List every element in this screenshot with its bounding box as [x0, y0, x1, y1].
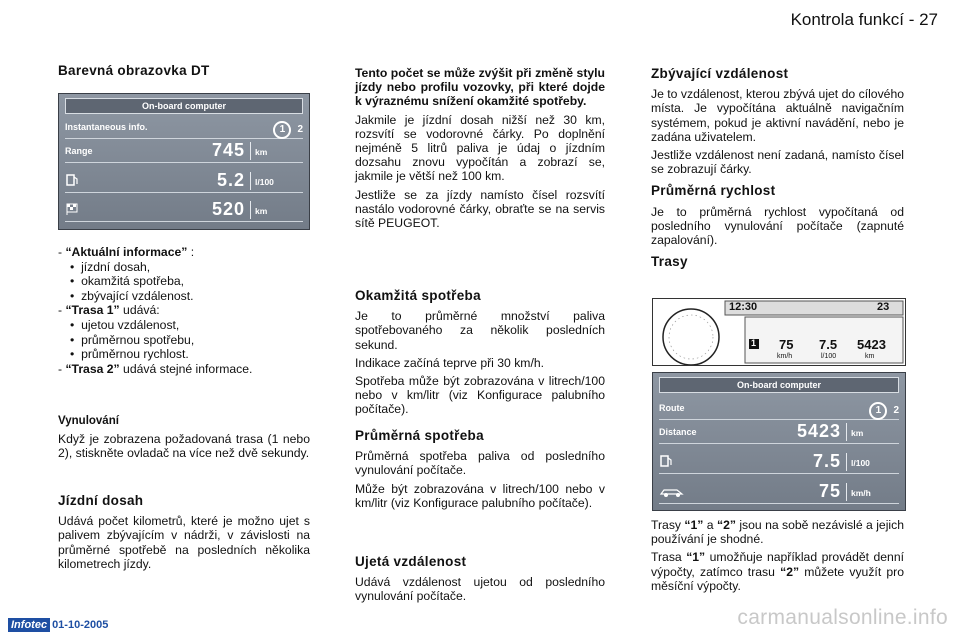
- speed-value: 75: [818, 481, 841, 501]
- reset-text: Když je zobrazena požadovaná trasa (1 nebo 2), stiskněte ovladač na více než dvě sekundy.: [58, 432, 310, 461]
- paragraph: Trasy “1” a “2” jsou na sobě nezávislé a jejich používání je shodné.: [651, 518, 904, 547]
- panel-distance: 5423: [857, 337, 886, 352]
- remaining-section: [651, 67, 904, 275]
- list-item: - “Trasa 1” udává:: [58, 303, 160, 318]
- row-label: Route: [659, 403, 685, 413]
- trip-number: 1: [751, 338, 757, 348]
- gauge-dial: [663, 309, 719, 365]
- range-section: [58, 494, 310, 575]
- trip-1-selected: 1: [869, 402, 887, 420]
- speed-unit: km/h: [851, 488, 871, 498]
- trip-selector: [869, 402, 899, 420]
- list-item: • zbývající vzdálenost.: [70, 288, 194, 303]
- footer-date: 01-10-2005: [52, 619, 109, 631]
- paragraph: Je to průměrné množství paliva spotřebovaného za několik posledních sekund.: [355, 309, 605, 352]
- screen-row-speed: [659, 481, 899, 504]
- fuel-pump-icon: [659, 454, 673, 468]
- left-column: [58, 64, 308, 84]
- paragraph: Je to průměrná rychlost vypočítaná od posledního vynulování počítače (zapnuté zapalování).: [651, 204, 904, 248]
- screen-title: On-board computer: [65, 98, 303, 114]
- infotec-logo: Infotec: [8, 618, 50, 632]
- paragraph: Jestliže se za jízdy namísto čísel rozsvítí nastálo vodorovné čárky, obraťte se na servis sítě PEUGEOT.: [355, 187, 605, 231]
- reset-title: Vynulování: [58, 415, 119, 427]
- list-item: • okamžitá spotřeba,: [70, 274, 185, 289]
- consumption-unit: l/100: [851, 458, 870, 468]
- screen-title: On-board computer: [659, 377, 899, 393]
- chequered-flag-icon: [65, 202, 79, 216]
- distance-value: 5423: [796, 421, 841, 441]
- panel-speed: 75: [779, 337, 794, 352]
- paragraph: Indikace začíná teprve při 30 km/h.: [355, 355, 545, 370]
- footer: [8, 618, 108, 632]
- clock: 12:30: [729, 301, 758, 313]
- middle-top: [355, 66, 605, 234]
- list-item: - “Trasa 2” udává stejné informace.: [58, 361, 253, 376]
- section-title-color-screen: Barevná obrazovka DT: [58, 63, 210, 78]
- screen-row-route: [659, 397, 899, 420]
- left-list: [58, 245, 310, 376]
- instant-title: Okamžitá spotřeba: [355, 288, 481, 303]
- screen-row-instant: [65, 116, 303, 139]
- list-item: • jízdní dosah,: [70, 259, 151, 274]
- remaining-unit: km: [255, 206, 268, 216]
- consumption-unit: l/100: [255, 177, 274, 187]
- fuel-pump-icon: [65, 173, 79, 187]
- paragraph: Je to vzdálenost, kterou zbývá ujet do cílového místa. Je vypočítána aktuálně navigačním systémem, pokud je aktivní navádění, nebo je zadána uživatelem.: [651, 87, 904, 144]
- trip-2: 2: [297, 124, 303, 135]
- list-item: • průměrnou rychlost.: [70, 347, 189, 362]
- distance-unit: km: [851, 428, 864, 438]
- onboard-screen-1: [58, 93, 310, 230]
- paragraph: Udává vzdálenost ujetou od posledního vynulování počítače.: [355, 575, 605, 604]
- range-title: Jízdní dosah: [58, 493, 144, 508]
- paragraph: Jakmile je jízdní dosah nižší než 30 km, rozsvítí se vodorovné čárky. Po doplnění nejméně 5 litrů paliva je údaj o jízdním dozsahu znovu vypočítán a zobrazí se, jakmile je větší než 100 km.: [355, 112, 605, 184]
- distance-section: [355, 555, 605, 608]
- screen-row-consumption: [659, 451, 899, 474]
- range-text: Udává počet kilometrů, které je možno ujet s palivem zbývajícím v nádrži, v závislosti na průměrné spotřebě na posledních několika kilometrech jízdy.: [58, 514, 310, 571]
- car-icon: [659, 484, 685, 498]
- panel-unit: km/h: [777, 353, 793, 360]
- consumption-value: 5.2: [216, 170, 245, 190]
- row-label: Distance: [659, 427, 697, 437]
- screen-row-consumption: [65, 170, 303, 193]
- trips-text: [651, 518, 904, 597]
- trips-title: Trasy: [651, 254, 688, 270]
- trip-selector: [273, 121, 303, 139]
- temperature: 23: [877, 301, 890, 313]
- paragraph: Může být zobrazována v litrech/100 nebo v km/litr (viz Konfigurace palubního počítače).: [355, 481, 605, 510]
- screen-row-remaining: [65, 199, 303, 222]
- trip-2: 2: [893, 405, 899, 416]
- remaining-value: 520: [211, 199, 245, 219]
- row-label: Range: [65, 146, 93, 156]
- instrument-panel: [652, 298, 906, 366]
- list-item: - “Aktuální informace” :: [58, 245, 195, 259]
- average-section: [355, 429, 605, 514]
- watermark: carmanualsonline.info: [737, 606, 948, 629]
- panel-unit: km: [865, 353, 875, 360]
- list-item: • ujetou vzdálenost,: [70, 317, 180, 332]
- paragraph: Trasa “1” umožňuje například provádět denní výpočty, zatímco trasu “2” můžete využít pro měsíční výpočty.: [651, 550, 904, 593]
- range-value: 745: [211, 140, 245, 160]
- paragraph: Spotřeba může být zobrazována v litrech/100 nebo v km/litr (viz Konfigurace palubního počítače).: [355, 374, 605, 417]
- reset-section: [58, 414, 310, 465]
- range-unit: km: [255, 147, 268, 157]
- list-item: • průměrnou spotřebu,: [70, 332, 195, 347]
- average-title: Průměrná spotřeba: [355, 428, 484, 443]
- bold-intro: Tento počet se může zvýšit při změně stylu jízdy nebo profilu vozovky, při které dojde k výraznému snížení okamžité spotřeby.: [355, 66, 605, 109]
- consumption-value: 7.5: [812, 451, 841, 471]
- onboard-screen-2: [652, 372, 906, 511]
- remaining-title: Zbývající vzdálenost: [651, 66, 789, 81]
- panel-consumption: 7.5: [819, 337, 838, 352]
- screen-row-distance: [659, 421, 899, 444]
- paragraph: Průměrná spotřeba paliva od posledního vynulování počítače.: [355, 449, 605, 478]
- trip-1-selected: 1: [273, 121, 291, 139]
- screen-row-range: [65, 140, 303, 163]
- paragraph: Jestliže vzdálenost není zadaná, namísto čísel se zobrazují čárky.: [651, 148, 904, 177]
- instant-section: [355, 289, 605, 421]
- speed-title: Průměrná rychlost: [651, 183, 776, 199]
- distance-title: Ujetá vzdálenost: [355, 554, 467, 569]
- row-label: Instantaneous info.: [65, 122, 148, 132]
- page-header: Kontrola funkcí - 27: [790, 10, 938, 29]
- panel-unit: l/100: [821, 353, 837, 360]
